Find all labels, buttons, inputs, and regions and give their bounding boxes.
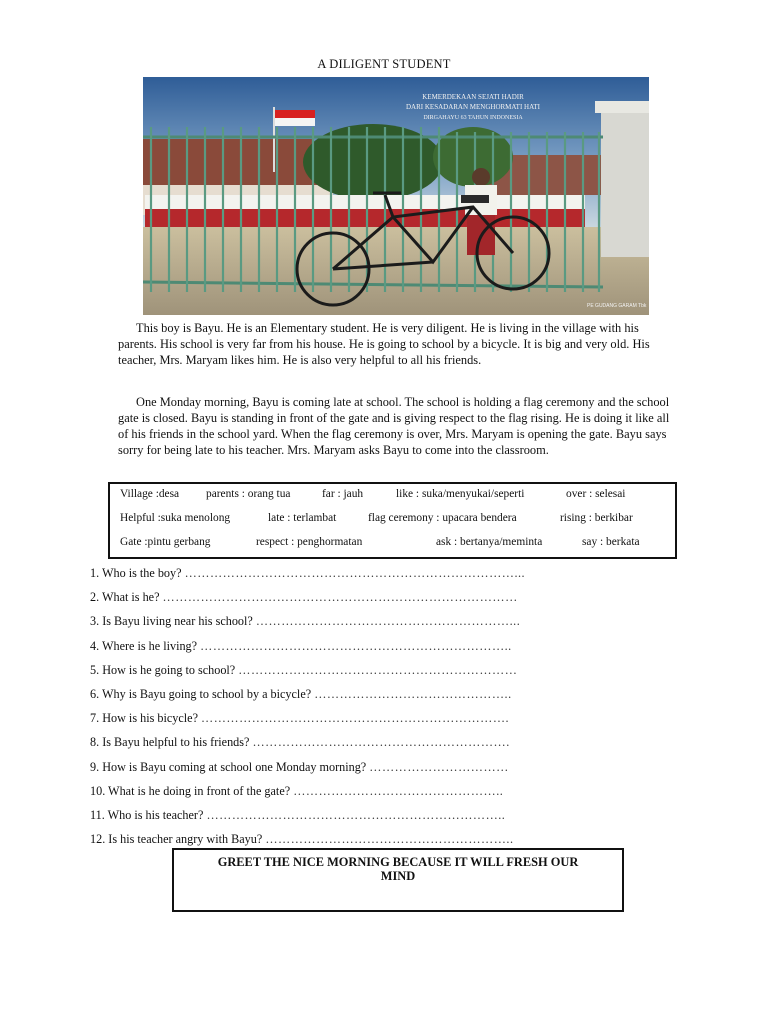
answer-line: ………………………………………..	[314, 686, 512, 701]
question-item	[90, 564, 650, 588]
caption-line-2: DARI KESADARAN MENGHORMATI HATI	[406, 103, 540, 111]
motto-box	[172, 848, 624, 912]
question-text: 5. How is he going to school?	[90, 662, 236, 677]
question-text: 9. How is Bayu coming at school one Monday morning?	[90, 759, 367, 774]
question-item	[90, 758, 650, 782]
question-text: 6. Why is Bayu going to school by a bicycle?	[90, 686, 312, 701]
vocab-item: flag ceremony : upacara bendera	[368, 512, 517, 524]
story-paragraph-2-text: One Monday morning, Bayu is coming late at school. The school is holding a flag ceremony and the school gate is closed. Bayu is standing in front of the gate and is giving respect to the flag rising. He is doing it like all of his friends in the school yard. When the flag ceremony is over, Mrs. Maryam is opening the gate. Bayu says sorry for being late to his teacher. Mrs. Maryam asks Bayu to come into the classroom.	[118, 395, 670, 457]
question-text: 7. How is his bicycle?	[90, 711, 198, 726]
vocab-item: far : jauh	[322, 488, 364, 500]
vocab-item: Village :desa	[120, 488, 180, 500]
answer-line: …………………………………………..	[293, 783, 504, 798]
answer-line: ……………………………	[369, 759, 509, 774]
caption-line-3: DIRGAHAYU 63 TAHUN INDONESIA	[423, 115, 523, 121]
question-item	[90, 782, 650, 806]
vocab-item: respect : penghormatan	[256, 536, 363, 548]
question-item	[90, 661, 650, 685]
question-list	[90, 564, 650, 854]
question-item	[90, 733, 650, 757]
story-paragraph-1	[118, 320, 678, 368]
answer-line: ……………………………………………………...	[255, 614, 521, 629]
question-text: 2. What is he?	[90, 590, 160, 605]
question-text: 8. Is Bayu helpful to his friends?	[90, 735, 250, 750]
vocab-item: late : terlambat	[268, 512, 337, 524]
question-text: 11. Who is his teacher?	[90, 807, 204, 822]
question-item	[90, 806, 650, 830]
vocab-item: parents : orang tua	[206, 488, 291, 500]
answer-line: …………………………………………………….	[252, 735, 510, 750]
question-text: 3. Is Bayu living near his school?	[90, 614, 253, 629]
answer-line: …………………………………………………………	[238, 662, 518, 677]
vocabulary-box	[108, 482, 677, 559]
story-paragraph-2	[118, 394, 678, 458]
vocab-item: Gate :pintu gerbang	[120, 536, 211, 548]
answer-line: …………………………………………………………………………	[162, 590, 518, 605]
question-text: 10. What is he doing in front of the gate?	[90, 783, 291, 798]
worksheet-title: A DILIGENT STUDENT	[317, 57, 451, 71]
question-item	[90, 709, 650, 733]
vocab-item: ask : bertanya/meminta	[436, 536, 543, 548]
question-item	[90, 637, 650, 661]
answer-line: ……………………………………………………………..	[206, 807, 506, 822]
answer-line: …………………………………………………..	[265, 832, 514, 847]
vocab-item: like : suka/menyukai/seperti	[396, 488, 525, 500]
answer-line: ………………………………………………………………..	[200, 638, 512, 653]
photo-caption	[406, 93, 541, 121]
story-paragraph-1-text: This boy is Bayu. He is an Elementary student. He is very diligent. He is living in the village with his parents. His school is very far from his house. He is going to school by a bicycle. It is big and very old. His teacher, Mrs. Maryam likes him. He is also very helpful to all his friends.	[118, 321, 650, 367]
question-text: 4. Where is he living?	[90, 638, 198, 653]
vocab-item: rising : berkibar	[560, 512, 633, 524]
photo-credit: PE GUDANG GARAM Tbk	[587, 303, 647, 309]
caption-line-1: KEMERDEKAAN SEJATI HADIR	[422, 93, 524, 101]
vocab-item: say : berkata	[582, 536, 640, 548]
vocab-item: over : selesai	[566, 488, 626, 500]
vocab-item: Helpful :suka menolong	[120, 512, 231, 524]
question-text: 12. Is his teacher angry with Bayu?	[90, 832, 263, 847]
bicycle-photo	[143, 77, 649, 315]
motto-text: GREET THE NICE MORNING BECAUSE IT WILL FRESH OUR MIND	[217, 855, 579, 883]
question-item	[90, 588, 650, 612]
question-item	[90, 612, 650, 636]
answer-line: ……………………………………………………………….	[201, 711, 510, 726]
answer-line: ……………………………………………………………………...	[184, 566, 526, 580]
question-text: 1. Who is the boy?	[90, 566, 182, 580]
question-item	[90, 685, 650, 709]
